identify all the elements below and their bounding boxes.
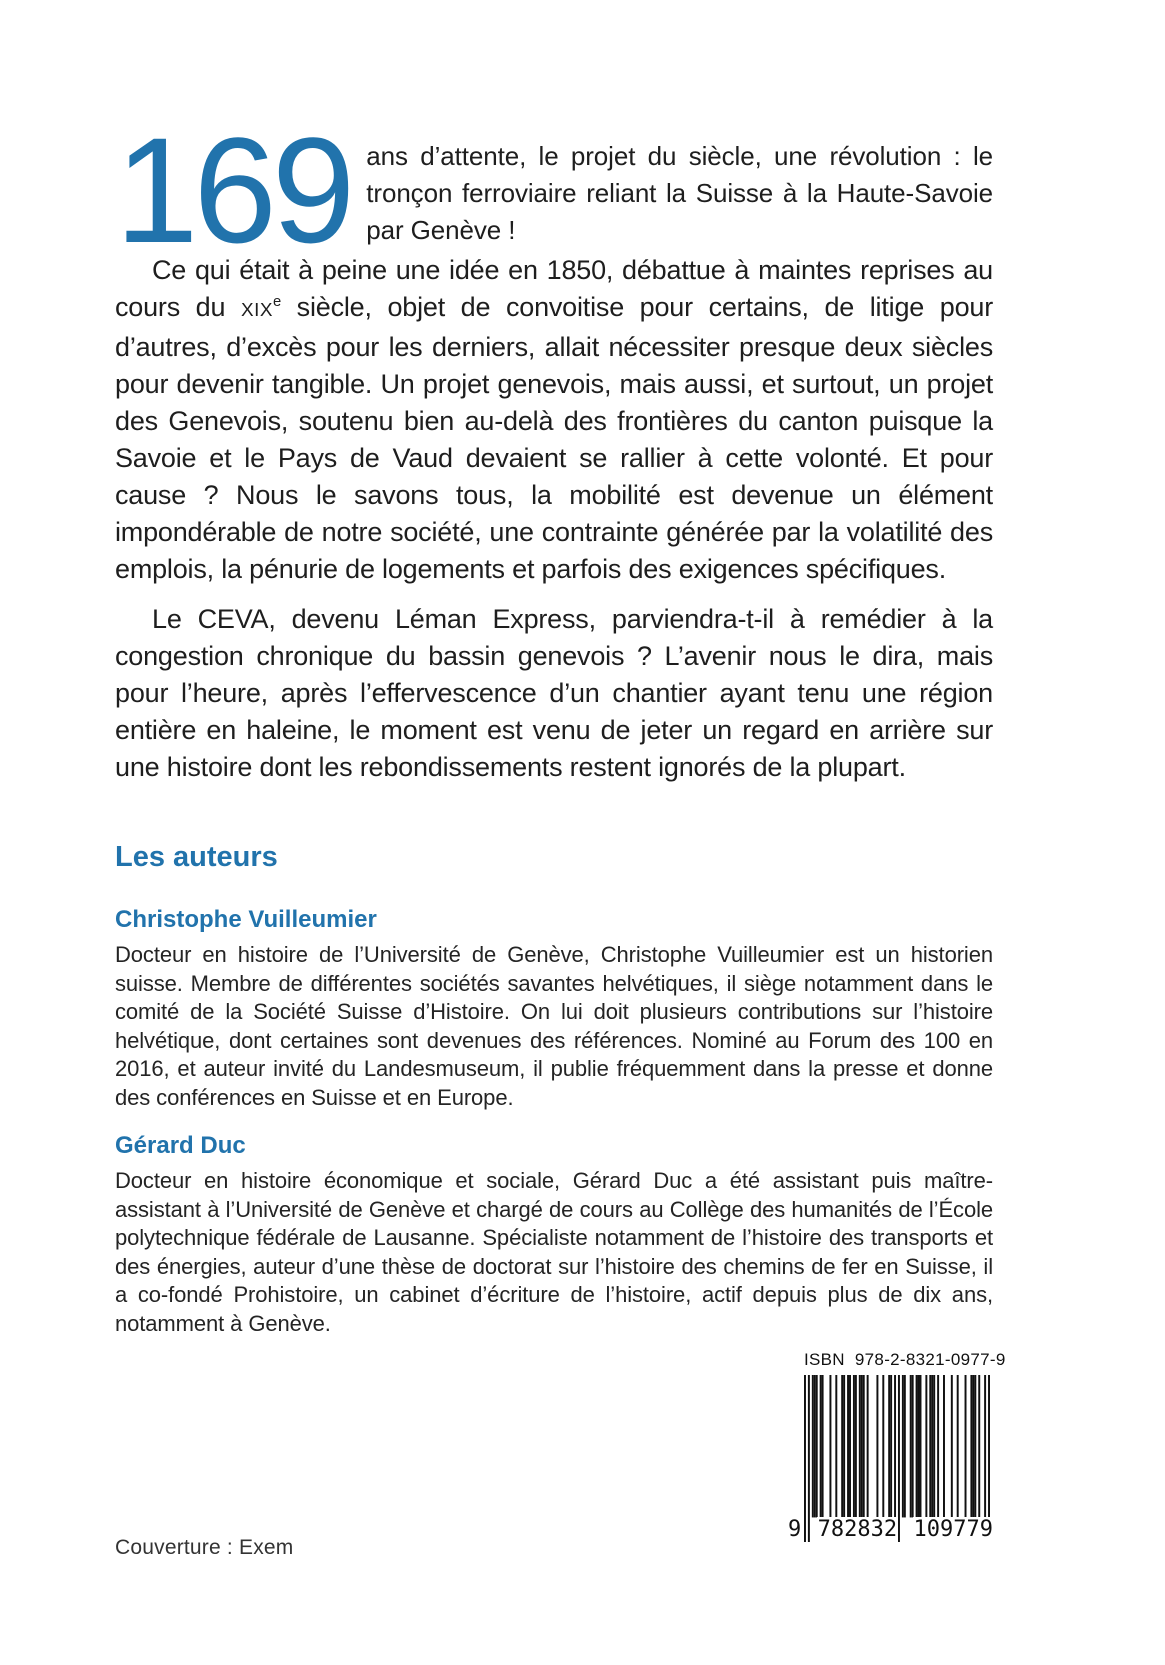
author-name-duc: Gérard Duc — [115, 1132, 246, 1159]
paragraph-history — [115, 252, 993, 588]
cover-credit: Couverture : Exem — [115, 1536, 294, 1559]
barcode-digit-group-2: 782832 — [817, 1517, 898, 1542]
paragraph-history-part2: siècle, objet de convoitise pour certains, de litige pour d’autres, d’excès pour les derniers, allait nécessiter presque deux siècles pour devenir tangible. Un projet genevois, mais aussi, et surtout, un projet des Genevois, soutenu bien au-delà des frontières du canton puisque la Savoie et le Pays de Vaud devaient se rallier à cette volonté. Et pour cause ? Nous le savons tous, la mobilité est devenue un élément impondérable de notre société, une contrainte générée par la volatilité des emplois, la pénurie de logements et parfois des exigences spécifiques. — [115, 292, 993, 584]
barcode-digits — [787, 1517, 994, 1542]
lead-paragraph: ans d’attente, le projet du siècle, une révolution : le tronçon ferroviaire reliant la Suisse à la Haute-Savoie par Genève ! — [366, 141, 993, 245]
big-number-169: 169 — [115, 106, 351, 274]
barcode-digit-group-3: 109779 — [913, 1517, 993, 1542]
barcode-digit-group-1: 9 — [788, 1517, 802, 1542]
authors-heading: Les auteurs — [115, 841, 278, 873]
author-block-vuilleumier — [115, 906, 993, 1112]
isbn-label: ISBN 978-2-8321-0977-9 — [804, 1350, 1006, 1369]
author-name-vuilleumier: Christophe Vuilleumier — [115, 906, 377, 933]
lead-section — [115, 106, 993, 274]
isbn-block — [788, 1350, 1006, 1542]
author-bio-vuilleumier: Docteur en histoire de l’Université de Genève, Christophe Vuilleumier est un historien suisse. Membre de différentes sociétés savantes helvétiques, il siège notamment dans le comité de la Société Suisse d’Histoire. On lui doit plusieurs contributions sur l’histoire helvétique, dont certaines sont devenues des références. Nominé au Forum des 100 en 2016, et auteur invité du Landesmuseum, il publie fréquemment dans la presse et donne des conférences en Suisse et en Europe. — [115, 942, 993, 1110]
smallcaps-century: XIX — [240, 300, 273, 321]
author-block-duc — [115, 1132, 993, 1338]
paragraph-ceva: Le CEVA, devenu Léman Express, parviendra-t-il à remédier à la congestion chronique du bassin genevois ? L’avenir nous le dira, mais pour l’heure, après l’effervescence d’un chantier ayant tenu une région entière en haleine, le moment est venu de jeter un regard en arrière sur une histoire dont les rebondissements restent ignorés de la plupart. — [115, 604, 993, 782]
century-superscript: e — [272, 294, 281, 310]
paragraph-history-part1: Ce qui était à peine une idée en 1850, débattue à maintes reprises au cours du — [115, 255, 993, 322]
author-bio-duc: Docteur en histoire économique et sociale, Gérard Duc a été assistant puis maître-assistant à l’Université de Genève et chargé de cours au Collège des humanités de l’École polytechnique fédérale de Lausanne. Spécialiste notamment de l’histoire des transports et des énergies, auteur d’une thèse de doctorat sur l’histoire des chemins de fer en Suisse, il a co-fondé Prohistoire, un cabinet d’écriture de l’histoire, actif depuis plus de dix ans, notamment à Genève. — [115, 1168, 993, 1336]
